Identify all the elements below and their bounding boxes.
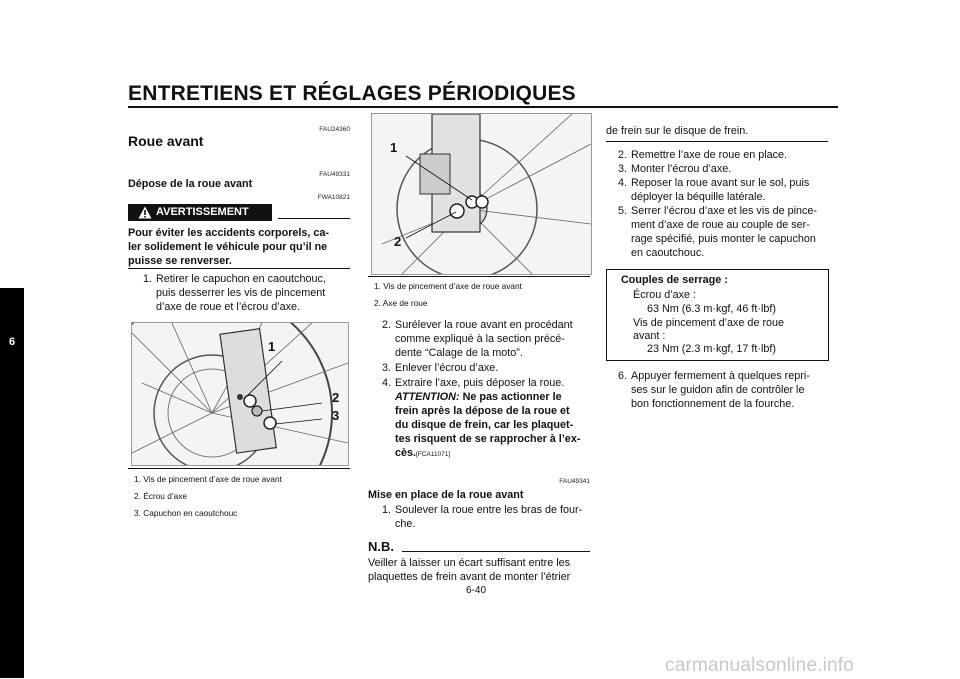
attention-code: [FCA11071] (416, 451, 451, 458)
attention-text: frein après la dépose de la roue et (395, 405, 570, 417)
list-text: d’axe de roue et l’écrou d’axe. (156, 301, 301, 313)
torque-value: 63 Nm (6.3 m·kgf, 46 ft·lbf) (647, 303, 776, 315)
callout-3: 3 (332, 408, 340, 423)
subsection-title: Mise en place de la roue avant (368, 489, 524, 501)
page-number: 6-40 (466, 585, 487, 596)
list-text: déployer la béquille latérale. (631, 191, 766, 203)
figure-captions (134, 471, 282, 522)
wheel-illustration (132, 323, 348, 465)
list-text: Remettre l’axe de roue en place. (631, 149, 788, 161)
list-text: Appuyer fermement à quelques repri- (631, 370, 810, 382)
chapter-number: 6 (8, 336, 16, 348)
figure-axle-removal (371, 113, 592, 275)
list-number: 1. (143, 273, 153, 285)
note-rule (402, 551, 590, 552)
attention-text: tes risquent de se rapprocher à l’ex- (395, 433, 581, 445)
attention-line (395, 390, 590, 404)
list-text: Serrer l’écrou d’axe et les vis de pince- (631, 205, 818, 217)
subsection-title: Dépose de la roue avant (128, 178, 253, 190)
torque-value: 23 Nm (2.3 m·kgf, 17 ft·lbf) (647, 343, 776, 355)
list-item (618, 369, 828, 411)
torque-line: Vis de pincement d’axe de roue (633, 317, 785, 329)
torque-title: Couples de serrage : (621, 274, 728, 286)
note-end-rule (606, 141, 828, 142)
caption-item: 1. Vis de pincement d’axe de roue avant (374, 281, 522, 291)
list-text: Monter l’écrou d’axe. (631, 163, 732, 175)
attention-label: ATTENTION: (395, 391, 460, 403)
attention-text: cès. (395, 447, 417, 459)
list-item (382, 503, 590, 531)
callout-1: 1 (390, 140, 398, 155)
caption-rule (368, 276, 590, 277)
callout-2: 2 (394, 234, 402, 249)
attention-text: Ne pas actionner le (459, 391, 562, 403)
section-code: FAU49341 (559, 478, 590, 485)
list-text: ment d’axe de roue au couple de ser- (631, 219, 810, 231)
caption-rule (128, 468, 350, 469)
torque-line: Écrou d’axe : (633, 289, 697, 301)
list-text: Surélever la roue avant en procédant (395, 319, 573, 331)
warning-text (128, 226, 350, 268)
callout-2: 2 (332, 390, 340, 405)
warning-line: ler solidement le véhicule pour qu’il ne (128, 241, 328, 253)
list-number: 3. (618, 163, 628, 175)
list-item (618, 162, 828, 176)
list-text: Extraire l’axe, puis déposer la roue. (395, 377, 565, 389)
list-item (143, 272, 350, 314)
continued-text: de frein sur le disque de frein. (606, 125, 749, 137)
torque-box (606, 269, 829, 361)
caption-item: 3. Capuchon en caoutchouc (134, 508, 238, 518)
list-text: ses sur le guidon afin de contrôler le (631, 384, 805, 396)
figure-front-wheel-axle (131, 322, 349, 466)
list-text: en caoutchouc. (631, 247, 705, 259)
section-code: FAU24360 (319, 126, 350, 133)
caption-item: 2. Axe de roue (374, 298, 428, 308)
subsection-code: FAU49331 (319, 171, 350, 178)
watermark[interactable]: carmanualsonline.info (665, 655, 855, 676)
list-number: 2. (382, 319, 392, 331)
warning-triangle-icon (138, 206, 152, 219)
caption-item: 1. Vis de pincement d’axe de roue avant (134, 474, 282, 484)
warning-badge (128, 204, 272, 221)
header-rule (128, 106, 838, 108)
warning-line: Pour éviter les accidents corporels, ca- (128, 227, 330, 239)
note-label: N.B. (368, 539, 394, 554)
note-line: plaquettes de frein avant de monter l’étrier (368, 571, 571, 583)
list-number: 3. (382, 362, 392, 374)
warning-label: AVERTISSEMENT (156, 206, 249, 218)
section-title: Roue avant (128, 133, 204, 149)
list-number: 4. (618, 177, 628, 189)
list-number: 6. (618, 370, 628, 382)
warning-line: puisse se renverser. (128, 255, 232, 267)
caption-item: 2. Écrou d’axe (134, 491, 188, 501)
list-number: 5. (618, 205, 628, 217)
list-item (618, 204, 828, 260)
list-text: Soulever la roue entre les bras de four- (395, 504, 583, 516)
list-item (618, 176, 828, 204)
callout-1: 1 (268, 339, 276, 354)
list-number: 2. (618, 149, 628, 161)
list-number: 1. (382, 504, 392, 516)
warning-end-rule (128, 268, 350, 269)
chapter-tab[interactable] (0, 288, 24, 678)
note-line: Veiller à laisser un écart suffisant entre les (368, 557, 571, 569)
figure-captions (374, 278, 522, 312)
torque-line: avant : (633, 330, 666, 342)
note-text (368, 556, 590, 584)
list-text: dente “Calage de la moto”. (395, 347, 523, 359)
list-text: bon fonctionnement de la fourche. (631, 398, 795, 410)
list-text: Retirer le capuchon en caoutchouc, (156, 273, 326, 285)
attention-text: du disque de frein, car les plaquet- (395, 419, 574, 431)
page-title: ENTRETIENS ET RÉGLAGES PÉRIODIQUES (128, 82, 576, 105)
list-item (618, 148, 828, 162)
list-text: puis desserrer les vis de pincement (156, 287, 326, 299)
list-text: rage spécifié, puis monter le capuchon (631, 233, 816, 245)
axle-illustration (372, 114, 591, 274)
list-text: comme expliqué à la section précé- (395, 333, 565, 345)
list-number: 4. (382, 377, 392, 389)
list-text: Enlever l’écrou d’axe. (395, 362, 499, 374)
warning-rule (278, 218, 350, 219)
list-item (382, 318, 590, 360)
warning-code: FWA10821 (317, 194, 350, 201)
list-text: Reposer la roue avant sur le sol, puis (631, 177, 810, 189)
list-text: che. (395, 518, 416, 530)
list-item (382, 361, 590, 375)
list-item (382, 376, 590, 462)
